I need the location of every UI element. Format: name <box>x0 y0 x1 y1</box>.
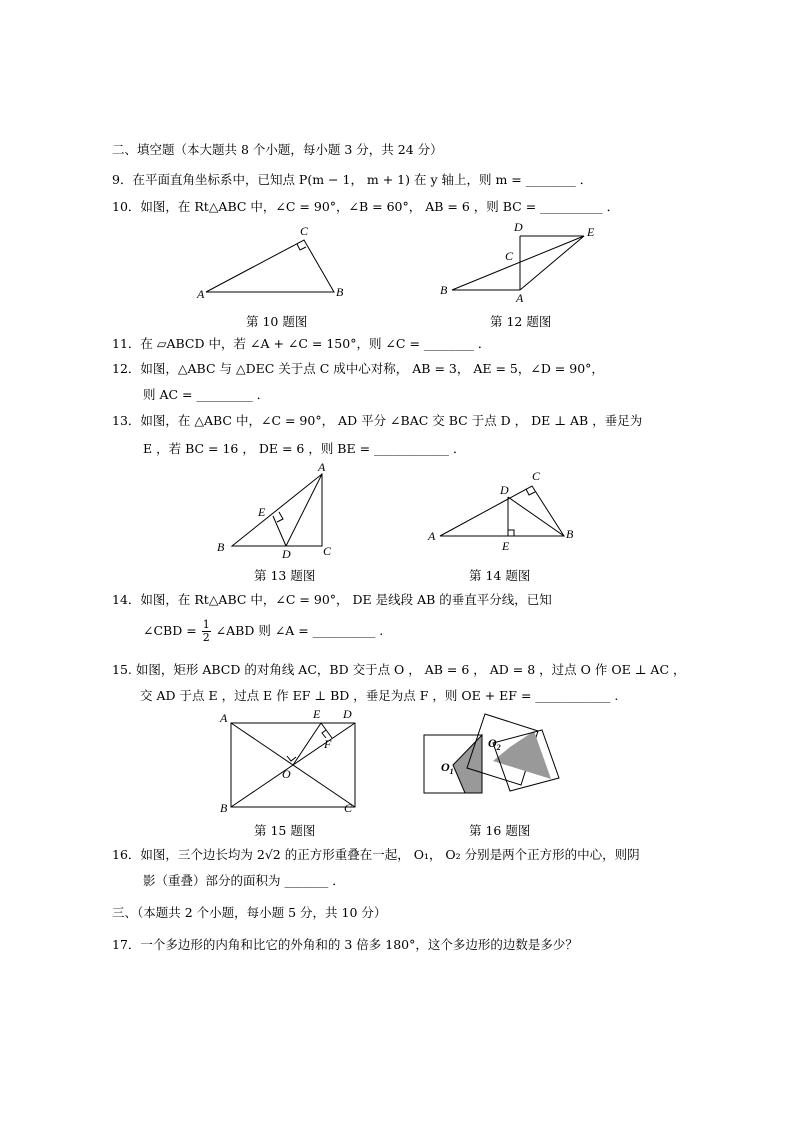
q14-line2-post: ∠ABD 则 ∠A = __________ . <box>215 623 384 638</box>
question-12-line1: 12．如图，△ABC 与 △DEC 关于点 C 成中心对称， AB = 3， AE = 5，∠D = 90°， <box>112 361 604 376</box>
fig16-label-o1: $O_1$ <box>441 760 454 776</box>
figure-12 <box>436 222 606 307</box>
caption-fig16: 第 16 题图 <box>469 823 531 838</box>
question-13-line2: E ，若 BC = 16 ， DE = 6 ，则 BE = ____________ ． <box>143 441 466 456</box>
fig14-label-e: E <box>502 539 510 553</box>
fig15-label-a: A <box>220 711 228 725</box>
fig14-label-d: D <box>500 483 509 497</box>
fig15-label-d: D <box>343 707 352 721</box>
figure-10 <box>196 222 356 302</box>
question-14-line2 <box>143 619 383 644</box>
fraction-numerator: 1 <box>202 618 210 631</box>
fig15-label-c: C <box>344 801 353 815</box>
q14-line2-pre: ∠CBD = <box>143 623 197 638</box>
one-half-fraction <box>202 619 211 644</box>
figure-14 <box>426 468 586 558</box>
fig15-label-e: E <box>313 707 321 721</box>
figure-15 <box>216 708 366 820</box>
fig10-label-a: A <box>197 287 205 301</box>
fig14-label-a: A <box>428 529 436 543</box>
fig12-label-c: C <box>505 249 514 263</box>
fig13-label-b: B <box>217 540 225 554</box>
question-10: 10．如图，在 Rt△ABC 中，∠C = 90°，∠B = 60°， AB = 6 ，则 BC = __________ ． <box>112 199 620 214</box>
fig13-label-c: C <box>323 544 332 558</box>
fig14-label-b: B <box>566 527 574 541</box>
fig13-label-a: A <box>318 460 326 474</box>
question-16-line2: 影（重叠）部分的面积为 _______ ． <box>143 873 345 888</box>
fig12-label-a: A <box>516 291 524 305</box>
section-heading: 二、填空题（本大题共 8 个小题，每小题 3 分，共 24 分） <box>112 142 443 157</box>
fig15-label-f: F <box>324 737 332 751</box>
question-16-line1: 16．如图，三个边长均为 2√2 的正方形重叠在一起， O₁， O₂ 分别是两个正方形的中心，则阴 <box>112 847 640 862</box>
question-11: 11．在 ▱ABCD 中，若 ∠A + ∠C = 150°，则 ∠C = ________ ． <box>112 336 491 351</box>
question-13-line1: 13．如图，在 △ABC 中，∠C = 90°， AD 平分 ∠BAC 交 BC 于点 D ， DE ⊥ AB ，垂足为 <box>112 413 643 428</box>
figure-16 <box>418 710 578 815</box>
question-9: 9．在平面直角坐标系中，已知点 P(m − 1， m + 1) 在 y 轴上，则 m = ________ ． <box>112 172 593 187</box>
figure-13 <box>214 460 344 565</box>
question-17: 17．一个多边形的内角和比它的外角和的 3 倍多 180°，这个多边形的边数是多少？ <box>112 937 578 952</box>
caption-fig14: 第 14 题图 <box>469 568 531 583</box>
question-14-line1: 14．如图，在 Rt△ABC 中，∠C = 90°， DE 是线段 AB 的垂直平分线，已知 <box>112 592 552 607</box>
caption-fig10: 第 10 题图 <box>246 314 308 329</box>
fig13-label-d: D <box>282 547 291 561</box>
question-12-line2: 则 AC = _________ ． <box>143 387 270 402</box>
fig12-label-d: D <box>514 220 523 234</box>
fig12-label-b: B <box>440 283 448 297</box>
caption-fig13: 第 13 题图 <box>254 568 316 583</box>
question-15-line2: 交 AD 于点 E ，过点 E 作 EF ⊥ BD ，垂足为点 F ，则 OE + EF = ____________ . <box>140 688 619 703</box>
fig16-label-o2: $O_2$ <box>488 736 501 752</box>
fraction-denominator: 2 <box>202 631 210 644</box>
fig13-label-e: E <box>258 505 266 519</box>
fig15-label-b: B <box>220 801 228 815</box>
caption-fig12: 第 12 题图 <box>490 314 552 329</box>
fig15-label-o: O <box>282 767 291 781</box>
fig14-label-c: C <box>532 469 541 483</box>
fig12-label-e: E <box>587 225 595 239</box>
question-15-line1: 15. 如图，矩形 ABCD 的对角线 AC，BD 交于点 O ， AB = 6 ， AD = 8 ，过点 O 作 OE ⊥ AC ， <box>112 662 686 677</box>
section-heading-3: 三、（本题共 2 个小题，每小题 5 分，共 10 分） <box>112 905 387 920</box>
fig10-label-c: C <box>300 224 309 238</box>
fig10-label-b: B <box>336 285 344 299</box>
caption-fig15: 第 15 题图 <box>254 823 316 838</box>
